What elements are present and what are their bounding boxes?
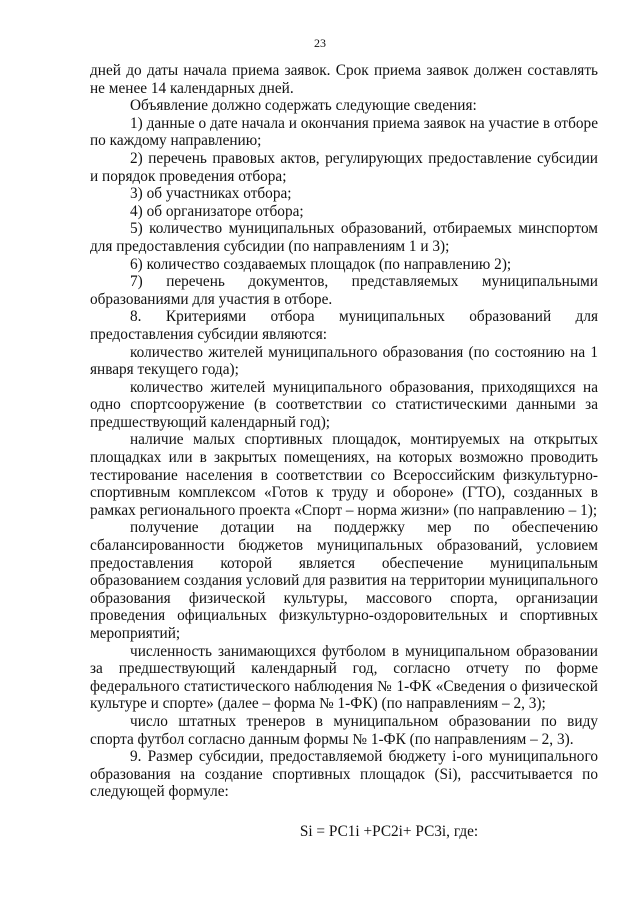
criterion-item: численность занимающихся футболом в муниципальном образовании за предшествующий календарный год, согласно отчету по форме федерального статистического наблюдения № 1-ФК «Сведения о физической культуре и спорте» (далее – форма № 1-ФК) (по направлениям – 2, 3);	[90, 642, 598, 713]
document-body	[90, 62, 598, 841]
page-number: 23	[314, 36, 326, 50]
list-item: 3) об участниках отбора;	[130, 185, 292, 203]
paragraph: дней до даты начала приема заявок. Срок приема заявок должен составлять не менее 14 календарных дней.	[90, 62, 598, 97]
section-paragraph: 8. Критериями отбора муниципальных образований для предоставления субсидии являются:	[90, 308, 598, 343]
criterion-item: наличие малых спортивных площадок, монтируемых на открытых площадках или в закрытых помещениях, на которых возможно проводить тестирование населения в соответствии со Всероссийским физкультурно-спортивным комплексом «Готов к труду и обороне» (ГТО), созданных в рамках регионального проекта «Спорт – норма жизни» (по направлению – 1);	[90, 431, 598, 519]
paragraph: Объявление должно содержать следующие сведения:	[130, 97, 477, 115]
list-item: 1) данные о дате начала и окончания приема заявок на участие в отборе по каждому направлению;	[90, 114, 598, 150]
criterion-item: получение дотации на поддержку мер по обеспечению сбалансированности бюджетов муниципальных образований, условием предоставления которой является обеспечение муниципальным образованием создания условий для развития на территории муниципального образования физической культуры, массового спорта, организации проведения официальных физкультурно-оздоровительных и спортивных мероприятий;	[90, 519, 598, 642]
list-item: 7) перечень документов, представляемых муниципальными образованиями для участия в отборе.	[90, 273, 598, 308]
list-item: 6) количество создаваемых площадок (по направлению 2);	[130, 255, 512, 273]
formula: Si = РС1i +РС2i+ РС3i, где:	[299, 822, 479, 840]
list-item: 2) перечень правовых актов, регулирующих предоставление субсидии и порядок проведения отбора;	[90, 149, 598, 185]
criterion-item: число штатных тренеров в муниципальном образовании по виду спорта футбол согласно данным формы № 1-ФК (по направлениям – 2, 3).	[90, 712, 598, 748]
criterion-item: количество жителей муниципального образования, приходящихся на одно спортсооружение (в соответствии со статистическими данными за предшествующий календарный год);	[90, 378, 598, 431]
criterion-item: количество жителей муниципального образования (по состоянию на 1 января текущего года);	[90, 343, 598, 379]
section-paragraph: 9. Размер субсидии, предоставляемой бюджету i-ого муниципального образования на создание спортивных площадок (Si), рассчитывается по следующей формуле:	[90, 748, 598, 801]
list-item: 4) об организаторе отбора;	[130, 202, 304, 220]
list-item: 5) количество муниципальных образований, отбираемых минспортом для предоставления субсидии (по направлениям 1 и 3);	[90, 220, 598, 255]
